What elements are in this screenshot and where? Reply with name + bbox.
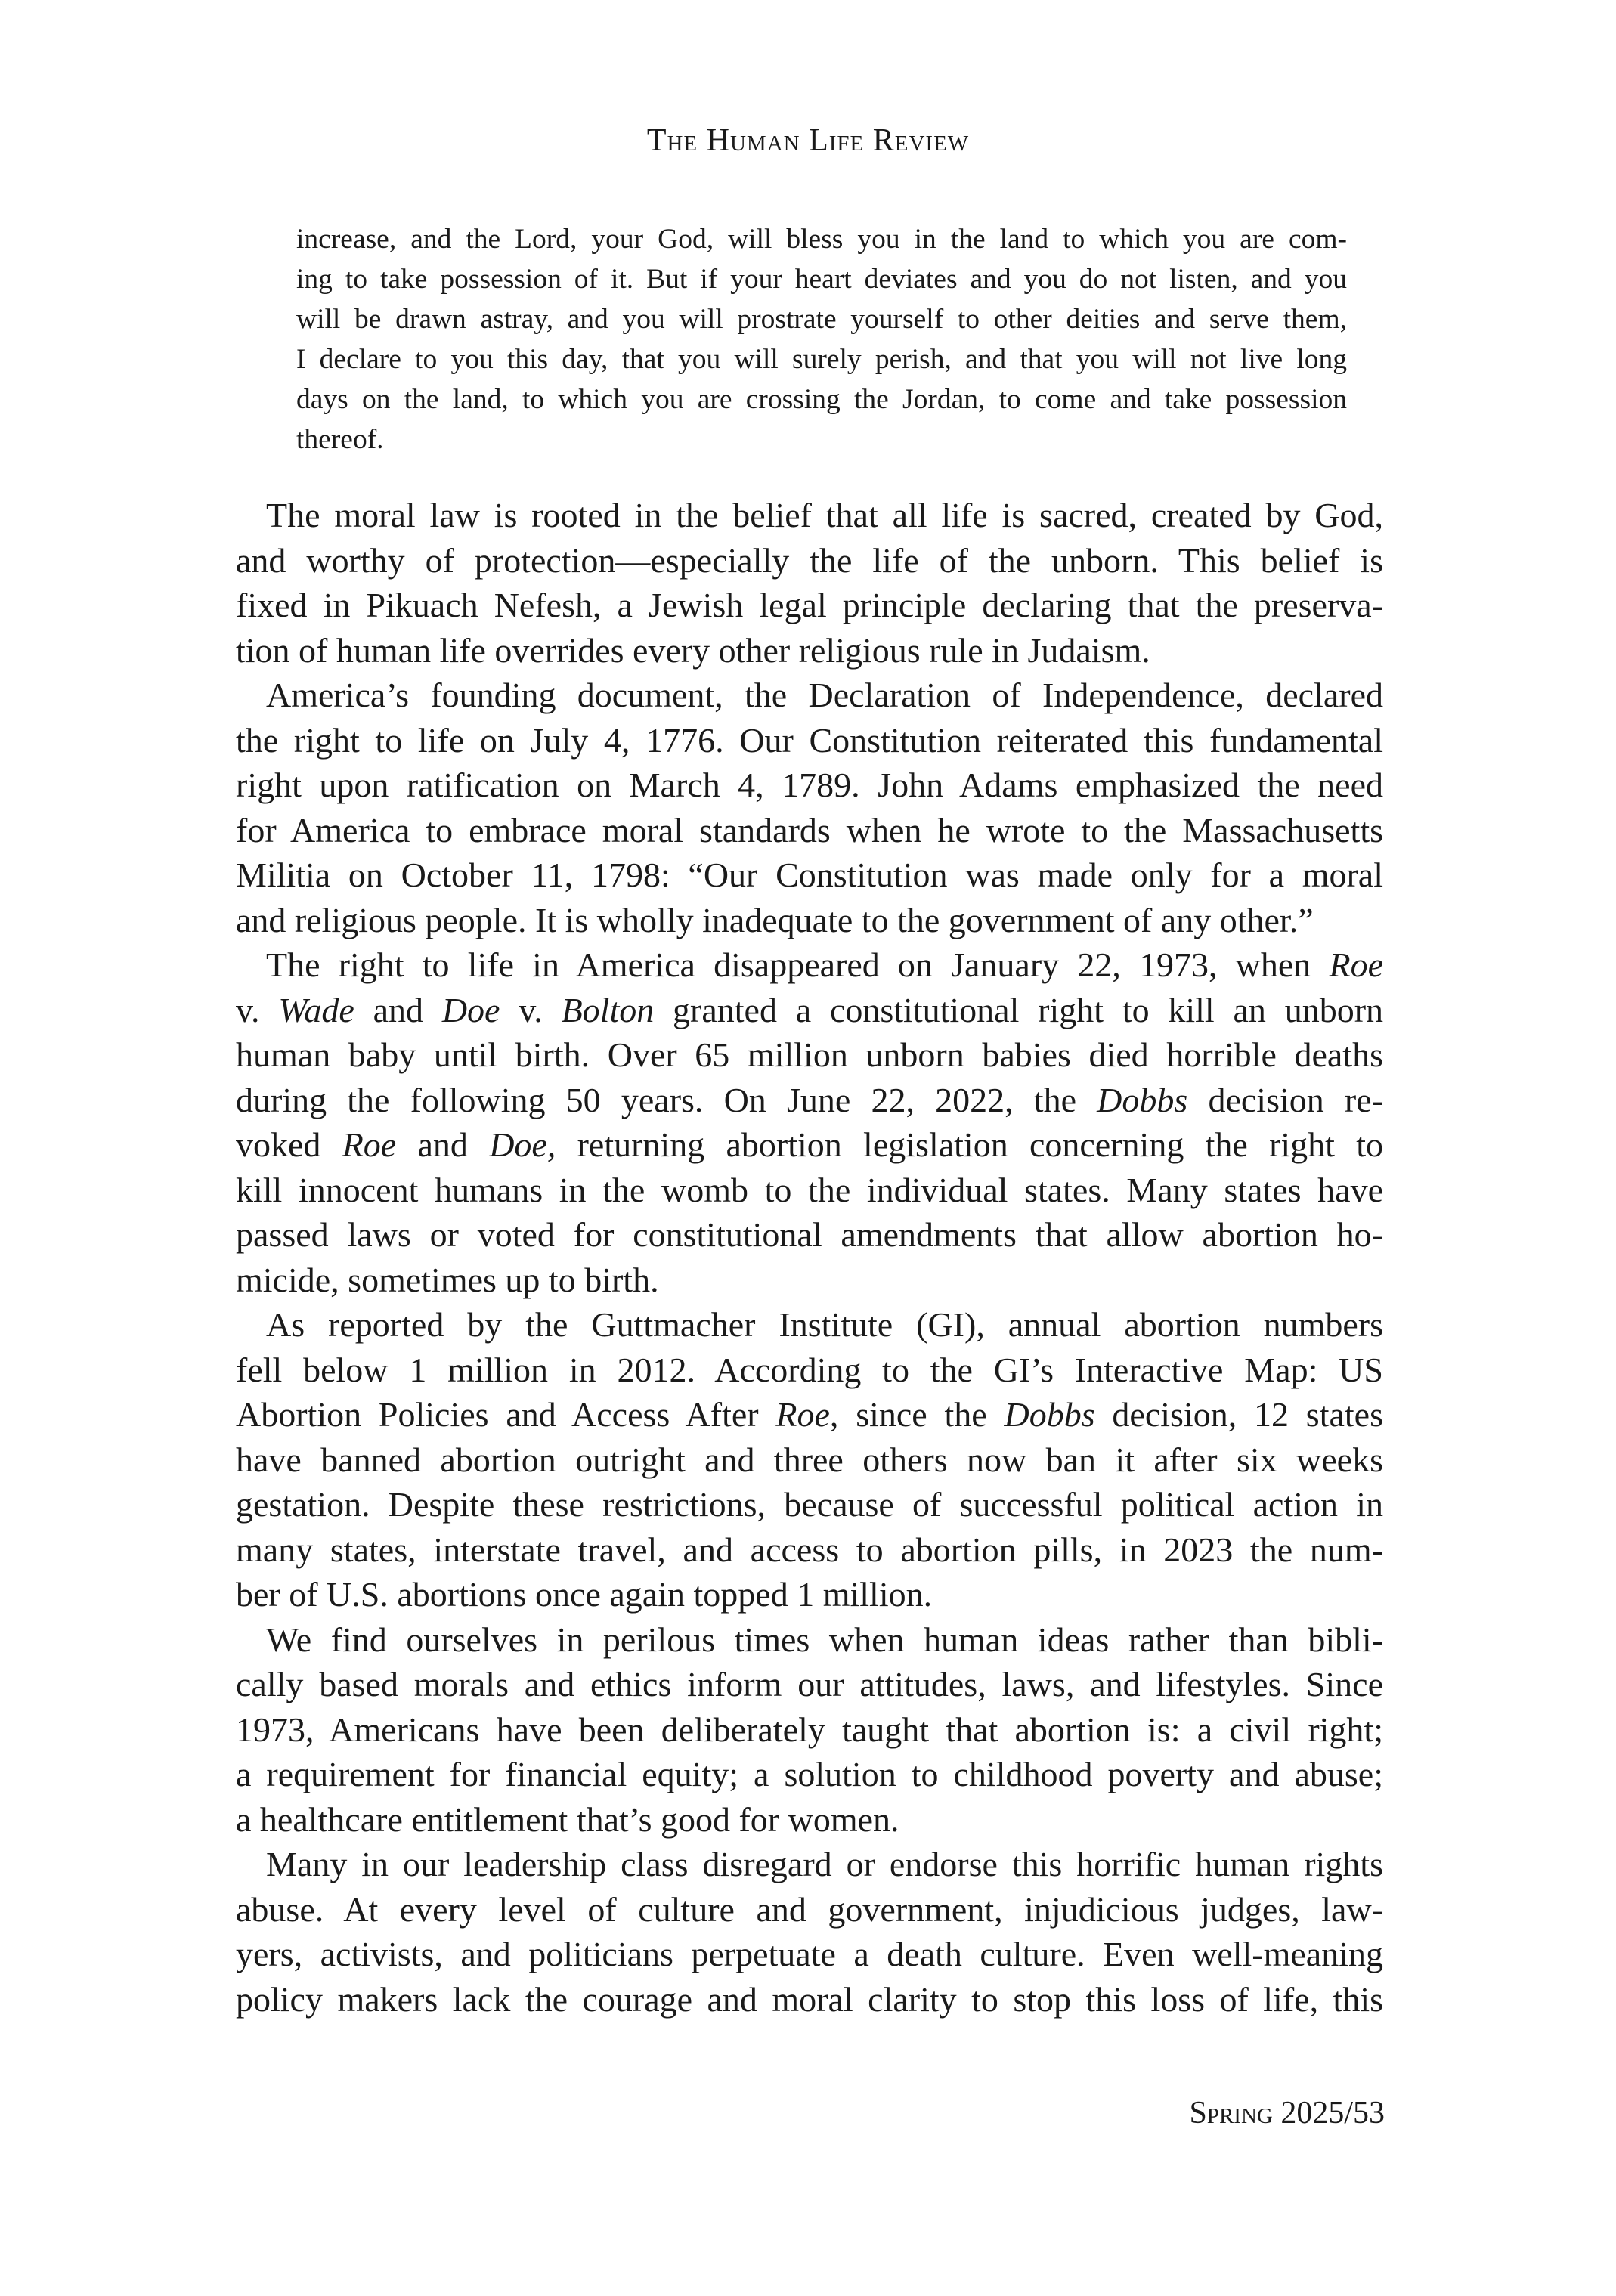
paragraph-5	[236, 1617, 1383, 1843]
case-name: Dobbs	[1004, 1395, 1095, 1434]
folio-issue-page: 2025/53	[1272, 2096, 1385, 2130]
text-run: Abortion Policies and Access After	[236, 1395, 776, 1434]
text-line: fell below 1 million in 2012. According to the GI’s Interactive Map: US	[236, 1350, 1383, 1389]
quote-line: ing to take possession of it. But if your heart deviates and you do not listen, and you	[296, 264, 1347, 295]
text-run: during the following 50 years. On June 22, 2022, the	[236, 1080, 1097, 1119]
text-line: fixed in Pikuach Nefesh, a Jewish legal principle declaring that the preserva-	[236, 586, 1383, 624]
block-quote	[296, 219, 1347, 460]
text-line: policy makers lack the courage and moral clarity to stop this loss of life, this	[236, 1979, 1383, 2019]
paragraph-2	[236, 673, 1383, 942]
case-name: Doe,	[489, 1125, 556, 1164]
paragraph-4	[236, 1302, 1383, 1617]
text-line: Many in our leadership class disregard or endorse this horrific human rights	[266, 1845, 1383, 1883]
text-line	[236, 942, 1383, 988]
body-text	[236, 493, 1383, 2022]
text-run: granted a constitutional right to kill an unborn	[654, 990, 1384, 1029]
text-run: and	[396, 1125, 490, 1164]
quote-line: thereof.	[296, 424, 384, 455]
text-line: passed laws or voted for constitutional amendments that allow abortion ho-	[236, 1215, 1383, 1254]
paragraph-1	[236, 493, 1383, 673]
quote-line: I declare to you this day, that you will surely perish, and that you will not live long	[296, 344, 1347, 375]
text-line	[236, 1392, 1383, 1437]
paragraph-6	[236, 1842, 1383, 2022]
text-line	[236, 1122, 1383, 1168]
case-name: Roe	[1329, 945, 1383, 984]
text-line: have banned abortion outright and three others now ban it after six weeks	[236, 1440, 1383, 1479]
text-line: As reported by the Guttmacher Institute (GI), annual abortion numbers	[266, 1305, 1383, 1344]
text-run: The right to life in America disappeared on January 22, 1973, when	[266, 945, 1330, 984]
text-line: Militia on October 11, 1798: “Our Constitution was made only for a moral	[236, 856, 1383, 894]
text-run: decision re-	[1187, 1080, 1383, 1119]
running-head: The Human Life Review	[646, 123, 970, 158]
text-run: v.	[500, 990, 562, 1029]
text-line: The moral law is rooted in the belief that all life is sacred, created by God,	[266, 496, 1383, 534]
case-name: Dobbs	[1097, 1080, 1188, 1119]
text-line: abuse. At every level of culture and government, injudicious judges, law-	[236, 1889, 1383, 1929]
text-line: ber of U.S. abortions once again topped 1 million.	[236, 1575, 933, 1614]
text-run: and	[354, 990, 442, 1029]
text-line	[236, 1078, 1383, 1123]
paragraph-3	[236, 942, 1383, 1302]
quote-line: days on the land, to which you are crossing the Jordan, to come and take possession	[296, 384, 1347, 415]
text-run: , since the	[829, 1395, 1005, 1434]
case-name: Wade	[278, 990, 354, 1029]
case-name: Bolton	[561, 990, 655, 1029]
quote-line: increase, and the Lord, your God, will bless you in the land to which you are com-	[296, 224, 1347, 255]
text-line: a healthcare entitlement that’s good for women.	[236, 1799, 899, 1839]
text-line	[236, 988, 1383, 1033]
quote-line: will be drawn astray, and you will prostrate yourself to other deities and serve them,	[296, 304, 1347, 335]
text-line: cally based morals and ethics inform our attitudes, laws, and lifestyles. Since	[236, 1665, 1383, 1703]
text-run: v.	[236, 990, 279, 1029]
text-line: many states, interstate travel, and access to abortion pills, in 2023 the num-	[236, 1530, 1383, 1569]
case-name: Roe	[342, 1125, 397, 1164]
text-line: 1973, Americans have been deliberately taught that abortion is: a civil right;	[236, 1710, 1383, 1749]
text-line: right upon ratification on March 4, 1789. John Adams emphasized the need	[236, 766, 1383, 804]
text-line: tion of human life overrides every other religious rule in Judaism.	[236, 630, 1150, 670]
text-line: for America to embrace moral standards when he wrote to the Massachusetts	[236, 810, 1383, 849]
text-line: yers, activists, and politicians perpetuate a death culture. Even well-meaning	[236, 1935, 1383, 1973]
text-line: America’s founding document, the Declaration of Independence, declared	[266, 676, 1383, 714]
text-run: returning abortion legislation concerning the right to	[556, 1125, 1383, 1164]
folio-season: Spring	[1189, 2096, 1273, 2130]
text-run: voked	[236, 1125, 342, 1164]
text-line: human baby until birth. Over 65 million unborn babies died horrible deaths	[236, 1035, 1383, 1074]
text-line: and worthy of protection—especially the life of the unborn. This belief is	[236, 540, 1383, 580]
text-line: the right to life on July 4, 1776. Our Constitution reiterated this fundamental	[236, 720, 1383, 760]
case-name: Roe	[775, 1395, 830, 1434]
text-line: gestation. Despite these restrictions, because of successful political action in	[236, 1485, 1383, 1524]
text-line: and religious people. It is wholly inadequate to the government of any other.”	[236, 900, 1314, 939]
page-folio	[1189, 2095, 1385, 2131]
text-line: kill innocent humans in the womb to the individual states. Many states have	[236, 1170, 1383, 1209]
text-line: a requirement for financial equity; a solution to childhood poverty and abuse;	[236, 1755, 1383, 1793]
text-run: decision, 12 states	[1094, 1395, 1383, 1434]
text-line: We find ourselves in perilous times when human ideas rather than bibli-	[266, 1620, 1383, 1659]
case-name: Doe	[441, 990, 500, 1029]
text-line: micide, sometimes up to birth.	[236, 1260, 659, 1299]
